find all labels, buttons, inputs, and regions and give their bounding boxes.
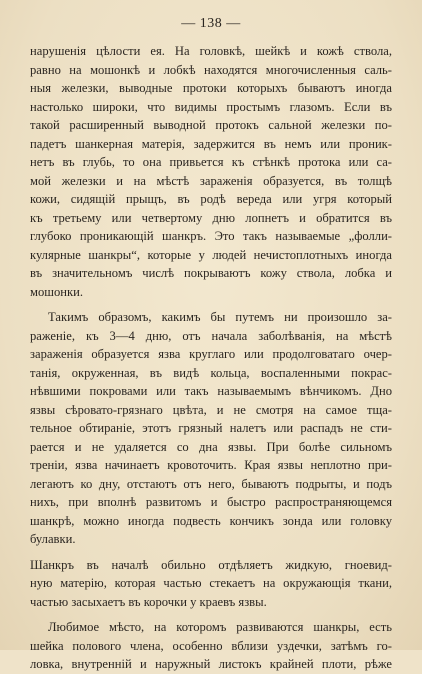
text-line: частью засыхаетъ въ корочки у краевъ язвы. <box>30 594 267 609</box>
text-line: танія, окруженная, въ видѣ кольца, воспаленными покрас- <box>30 365 392 380</box>
page-number: — 138 — <box>181 16 241 31</box>
text-line: язвы сѣровато-грязнаго цвѣта, и не смотря на самое тща- <box>30 402 392 417</box>
text-line: ную матерію, которая частью стекаетъ на окружающія ткани, <box>30 576 392 590</box>
text-line: кожи, сидящій прыщъ, въ родѣ вереда или угря который <box>30 192 392 206</box>
text-line: шейка полового члена, особенно вблизи уздечки, затѣмъ го- <box>30 638 392 653</box>
text-line: нѣвшими покровами или такъ называемымъ вѣнчикомъ. Дно <box>30 384 392 398</box>
text-line: настолько широки, что видимы простымъ глазомъ. Если въ <box>30 99 392 114</box>
text-line: нарушенія цѣлости ея. На головкѣ, шейкѣ и кожѣ ствола, <box>30 44 392 58</box>
page-body-text <box>30 42 392 674</box>
text-line: шанкрѣ, можно иногда подвесть кончикъ зонда или головку <box>30 513 392 528</box>
text-line: къ третьему или четвертому дню лопнетъ и обратится въ <box>30 210 392 225</box>
text-line: Любимое мѣсто, на которомъ развиваются шанкры, есть <box>48 620 392 634</box>
text-line: такой расширенный выводной протокъ сальной железки по- <box>30 118 392 132</box>
text-line: равно на мошонкѣ и лобкѣ находятся многочисленныя саль- <box>30 62 392 77</box>
text-line: булавки. <box>30 532 76 546</box>
text-line: мошонки. <box>30 284 84 299</box>
text-line: ловка, внутренній и наружный листокъ крайней плоти, рѣже <box>30 657 392 671</box>
text-line: въ значительномъ числѣ покрываютъ кожу ствола, лобка и <box>30 266 392 280</box>
text-line: зараженія образуется язва круглаго или продолговатаго очер- <box>30 347 392 361</box>
text-line: нихъ, при вполнѣ развитомъ и быстро распространяющемся <box>30 495 392 509</box>
paragraph-4 <box>30 618 392 674</box>
text-line: треніи, язва начинаетъ кровоточить. Края язвы неплотно при- <box>30 458 392 472</box>
text-line: ныя железки, выводные протоки которыхъ бываютъ иногда <box>30 81 392 95</box>
paragraph-1 <box>30 42 392 301</box>
text-line: Шанкръ въ началѣ обильно отдѣляетъ жидкую, гноевид- <box>30 557 392 572</box>
text-line: тельное обтираніе, этотъ грязный налетъ или распадъ не сти- <box>30 421 392 435</box>
text-line: глубоко проникающій шанкръ. Это такъ называемые „фолли- <box>30 229 392 243</box>
text-line: мой железки и на мѣстѣ зараженія образуется, въ толщѣ <box>30 173 392 188</box>
text-line: падетъ шанкерная матерія, задержится въ немъ или проник- <box>30 136 392 151</box>
paragraph-3 <box>30 556 392 612</box>
text-line: нетъ въ глубь, то она привьется къ стѣнкѣ протока или са- <box>30 155 392 169</box>
text-line: Такимъ образомъ, какимъ бы путемъ ни произошло за- <box>48 310 392 324</box>
text-line: кулярные шанкры“, которые у людей нечистоплотныхъ иногда <box>30 247 392 262</box>
text-line: раженіе, къ 3—4 дню, отъ начала заболѣванія, на мѣстѣ <box>30 328 392 343</box>
text-line: легаютъ ко дну, отстаютъ отъ него, бываютъ подрыты, и подъ <box>30 476 392 491</box>
paragraph-2 <box>30 308 392 549</box>
text-line: рается и не удаляется со дна язвы. При болѣе сильномъ <box>30 439 392 454</box>
